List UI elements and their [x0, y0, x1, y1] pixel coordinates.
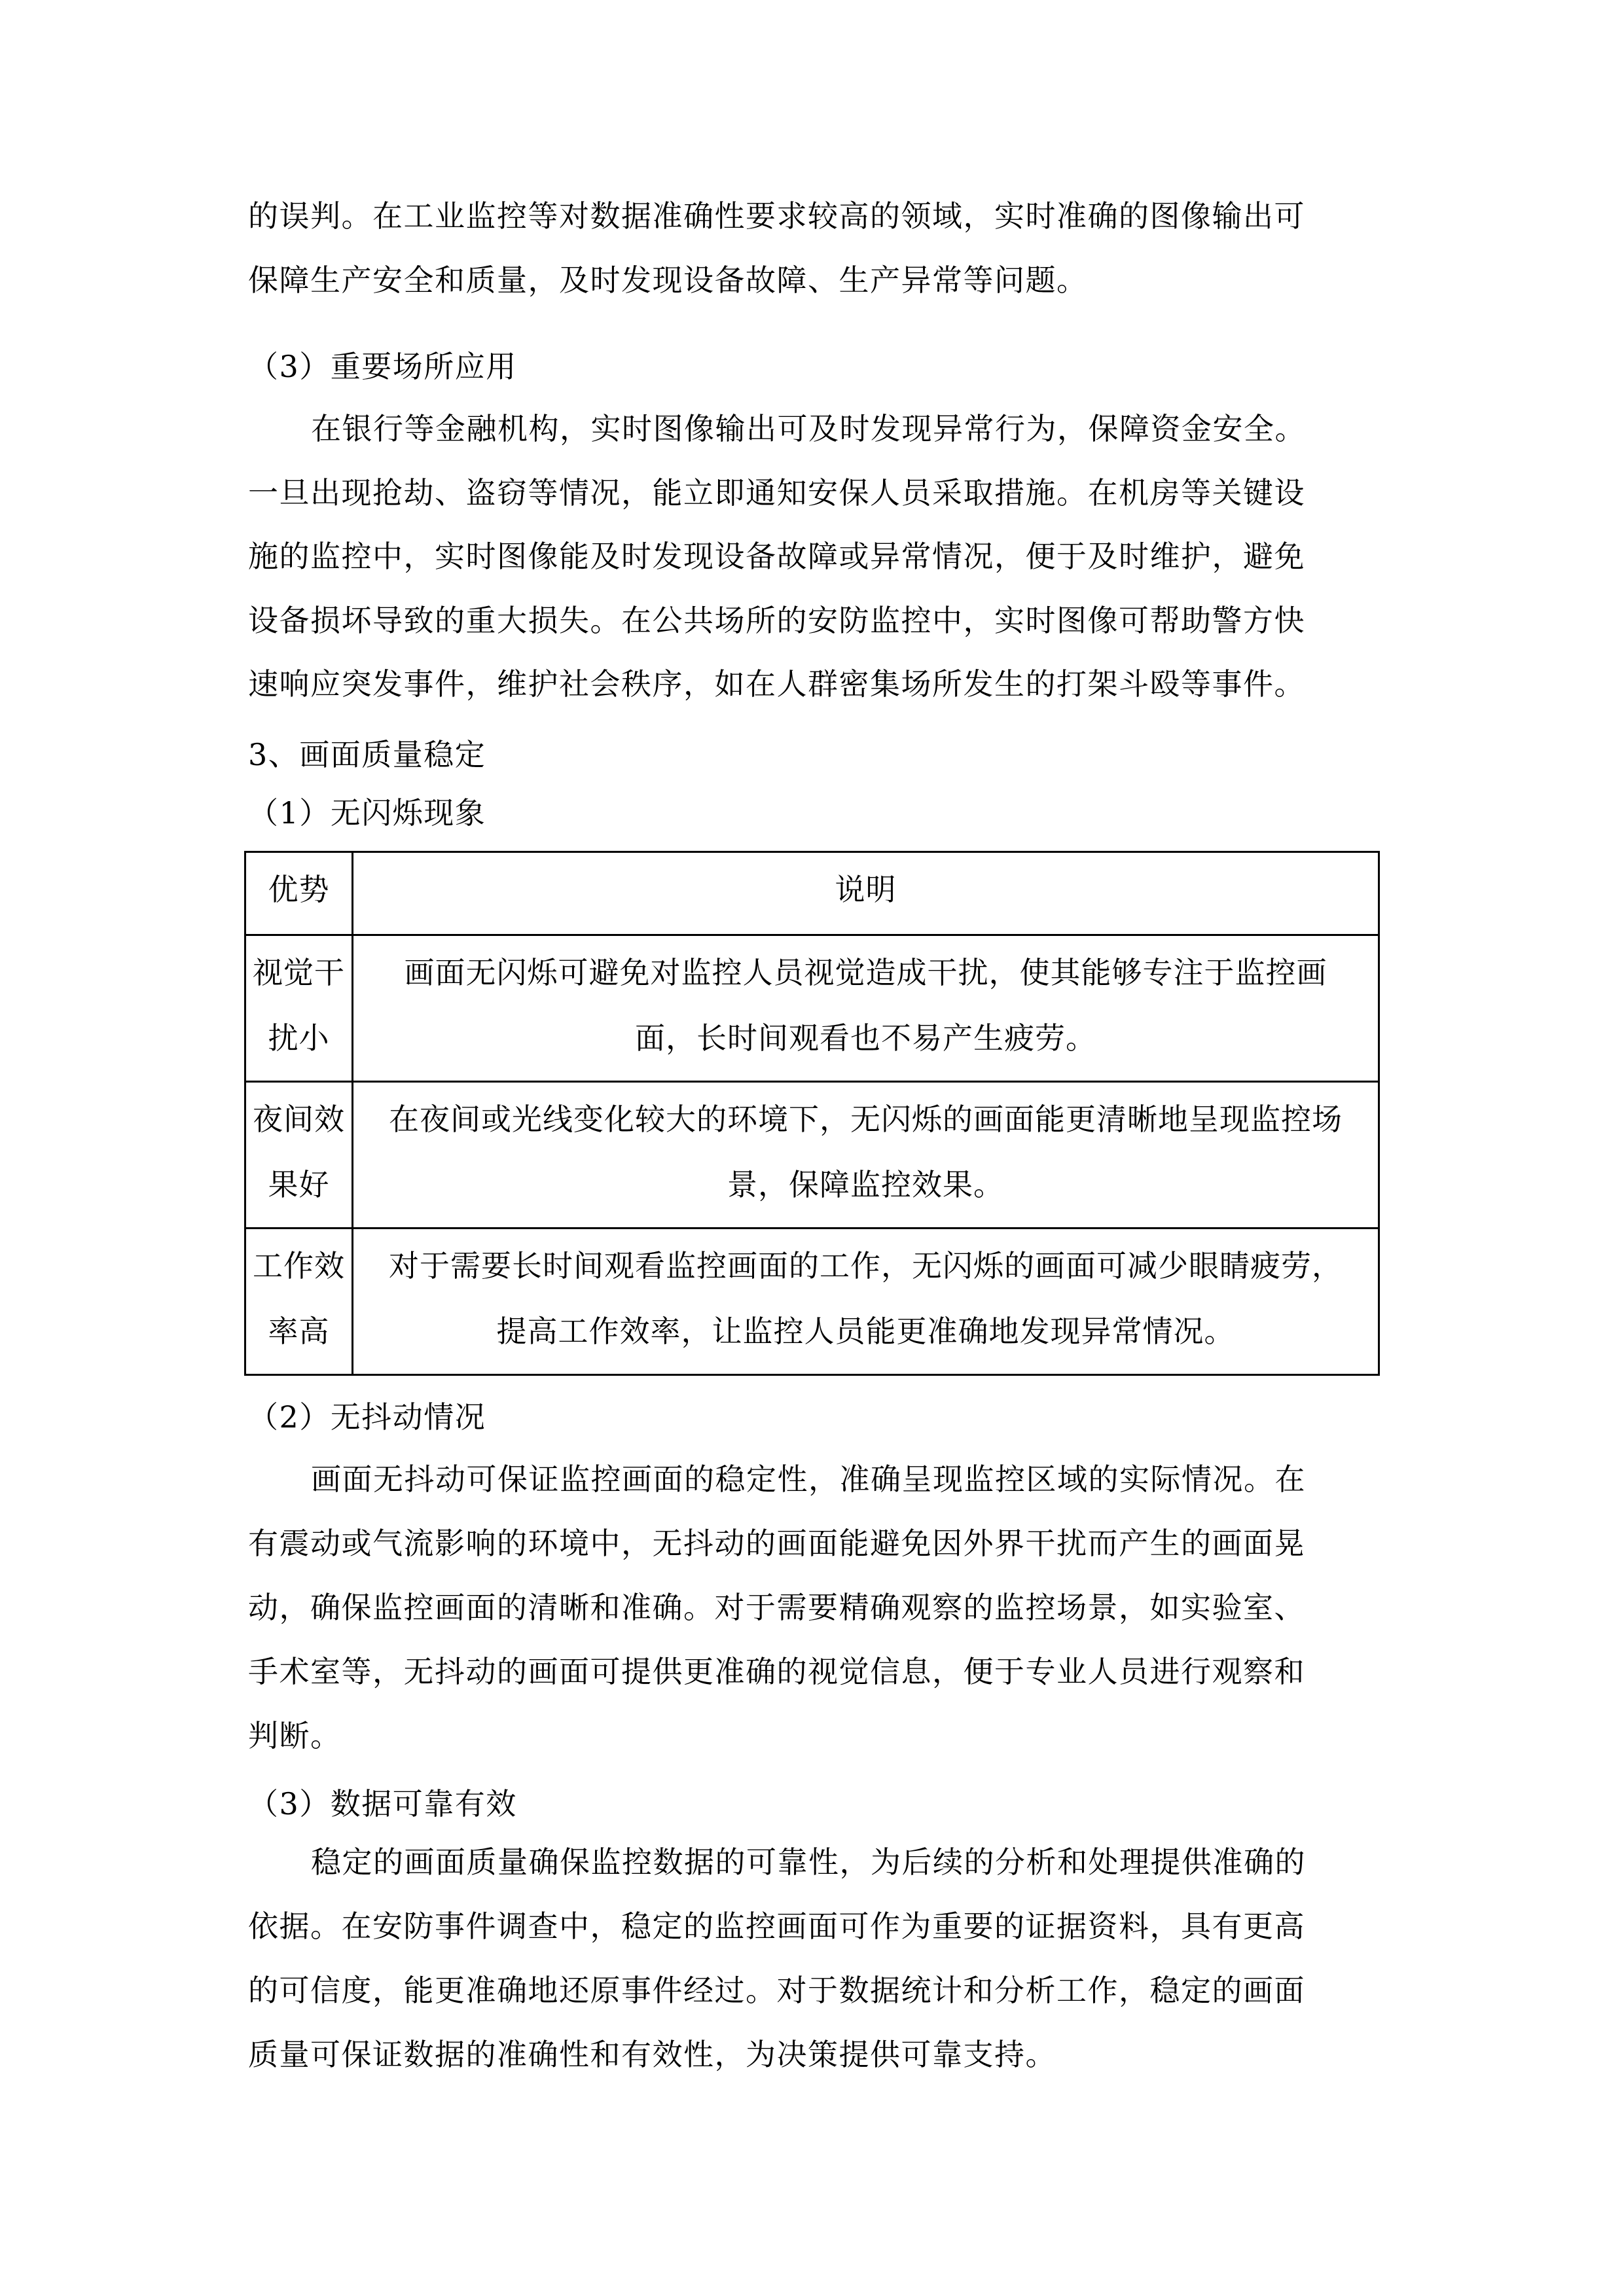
advantage-cell — [245, 935, 353, 1082]
cell-line: 景，保障监控效果。 — [727, 1167, 1004, 1202]
cell-line: 夜间效 — [253, 1102, 345, 1137]
table-row — [245, 1082, 1379, 1229]
description-cell — [353, 1229, 1379, 1375]
cell-line: 工作效 — [253, 1248, 345, 1283]
paragraph-line: 一旦出现抢劫、盗窃等情况，能立即通知安保人员采取措施。在机房等关键设 — [248, 475, 1305, 511]
paragraph-line: 的可信度，能更准确地还原事件经过。对于数据统计和分析工作，稳定的画面 — [248, 1973, 1305, 2008]
paragraph-line: 速响应突发事件，维护社会秩序，如在人群密集场所发生的打架斗殴等事件。 — [248, 666, 1305, 702]
paragraph-line: 在银行等金融机构，实时图像输出可及时发现异常行为，保障资金安全。 — [311, 411, 1306, 446]
cell-line: 视觉干 — [253, 955, 345, 990]
advantage-cell — [245, 1229, 353, 1375]
advantages-table — [244, 851, 1380, 1376]
cell-line: 画面无闪烁可避免对监控人员视觉造成干扰，使其能够专注于监控画 — [404, 955, 1327, 990]
paragraph-line: 设备损坏导致的重大损失。在公共场所的安防监控中，实时图像可帮助警方快 — [248, 603, 1305, 638]
paragraph-line: 施的监控中，实时图像能及时发现设备故障或异常情况，便于及时维护，避免 — [248, 539, 1305, 574]
paragraph-line: 判断。 — [248, 1718, 342, 1753]
cell-line: 果好 — [268, 1167, 330, 1202]
paragraph-line: 稳定的画面质量确保监控数据的可靠性，为后续的分析和处理提供准确的 — [311, 1844, 1306, 1880]
intro-line-1: 的误判。在工业监控等对数据准确性要求较高的领域，实时准确的图像输出可 — [248, 198, 1305, 234]
paragraph-line: 依据。在安防事件调查中，稳定的监控画面可作为重要的证据资料，具有更高 — [248, 1909, 1305, 1944]
subsection-heading-no-flicker: （1）无闪烁现象 — [248, 795, 486, 831]
paragraph-line: 画面无抖动可保证监控画面的稳定性，准确呈现监控区域的实际情况。在 — [311, 1462, 1306, 1497]
chapter-heading: 3、画面质量稳定 — [248, 737, 486, 772]
table-row — [245, 935, 1379, 1082]
description-cell — [353, 935, 1379, 1082]
table-header-advantage: 优势 — [245, 852, 353, 935]
section-heading-important-places: （3）重要场所应用 — [248, 349, 517, 384]
paragraph-line: 质量可保证数据的准确性和有效性，为决策提供可靠支持。 — [248, 2037, 1056, 2072]
cell-line: 在夜间或光线变化较大的环境下，无闪烁的画面能更清晰地呈现监控场 — [389, 1102, 1343, 1137]
table-header-row — [245, 852, 1379, 935]
cell-line: 提高工作效率，让监控人员能更准确地发现异常情况。 — [496, 1314, 1235, 1349]
cell-line: 率高 — [268, 1314, 330, 1349]
paragraph-line: 有震动或气流影响的环境中，无抖动的画面能避免因外界干扰而产生的画面晃 — [248, 1526, 1305, 1561]
paragraph-line: 动，确保监控画面的清晰和准确。对于需要精确观察的监控场景，如实验室、 — [248, 1590, 1305, 1625]
table-header-description: 说明 — [353, 852, 1379, 935]
paragraph-line: 手术室等，无抖动的画面可提供更准确的视觉信息，便于专业人员进行观察和 — [248, 1654, 1305, 1689]
cell-line: 对于需要长时间观看监控画面的工作，无闪烁的画面可减少眼睛疲劳， — [389, 1248, 1343, 1283]
cell-line: 面，长时间观看也不易产生疲劳。 — [635, 1020, 1096, 1056]
subsection-heading-data-reliable: （3）数据可靠有效 — [248, 1786, 517, 1821]
subsection-heading-no-jitter: （2）无抖动情况 — [248, 1399, 486, 1435]
description-cell — [353, 1082, 1379, 1229]
advantage-cell — [245, 1082, 353, 1229]
table-row — [245, 1229, 1379, 1375]
intro-line-2: 保障生产安全和质量，及时发现设备故障、生产异常等问题。 — [248, 262, 1088, 298]
cell-line: 扰小 — [268, 1020, 330, 1056]
